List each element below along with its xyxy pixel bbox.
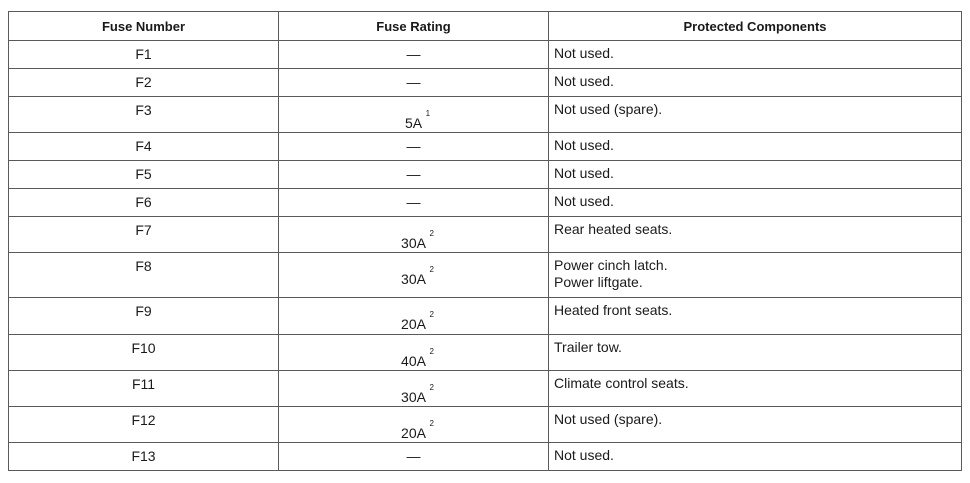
component-line: Climate control seats. — [554, 375, 689, 391]
protected-components-cell — [549, 298, 962, 335]
fuse-number-cell: F3 — [9, 97, 279, 133]
footnote-marker: 1 — [425, 109, 431, 118]
fuse-rating-value — [407, 448, 421, 464]
fuse-rating-cell — [279, 253, 549, 298]
fuse-number-cell: F9 — [9, 298, 279, 335]
footnote-marker: 2 — [429, 229, 434, 238]
fuse-rating-cell — [279, 407, 549, 443]
fuse-number-cell: F10 — [9, 335, 279, 371]
component-line: Rear heated seats. — [554, 221, 673, 237]
fuse-rating-value — [404, 109, 431, 131]
table-row — [9, 161, 962, 189]
protected-components-cell — [549, 69, 962, 97]
fuse-rating-value — [401, 265, 434, 287]
protected-components-cell — [549, 189, 962, 217]
fuse-rating-text: — — [406, 166, 421, 182]
component-line: Power liftgate. — [554, 274, 643, 290]
fuse-rating-text: 20A — [401, 425, 426, 441]
fuse-rating-text: — — [406, 138, 421, 154]
fuse-rating-cell — [279, 443, 549, 471]
table-row — [9, 407, 962, 443]
protected-components-cell — [549, 97, 962, 133]
component-line: Power cinch latch. — [554, 257, 668, 273]
fuse-number-cell: F7 — [9, 217, 279, 253]
fuse-rating-cell — [279, 133, 549, 161]
table-row — [9, 217, 962, 253]
table-row — [9, 443, 962, 471]
protected-components-cell — [549, 407, 962, 443]
protected-components-cell — [549, 217, 962, 253]
fuse-table — [8, 11, 962, 471]
fuse-number-cell: F4 — [9, 133, 279, 161]
fuse-rating-value — [401, 347, 434, 369]
protected-components-cell — [549, 335, 962, 371]
fuse-rating-cell — [279, 371, 549, 407]
fuse-number-cell: F11 — [9, 371, 279, 407]
table-body — [9, 41, 962, 471]
fuse-rating-cell — [279, 69, 549, 97]
fuse-rating-value — [401, 229, 434, 251]
fuse-rating-cell — [279, 161, 549, 189]
fuse-number-cell: F8 — [9, 253, 279, 298]
protected-components-cell — [549, 443, 962, 471]
fuse-rating-value — [401, 310, 434, 332]
protected-components-cell — [549, 161, 962, 189]
fuse-rating-cell — [279, 41, 549, 69]
fuse-rating-cell — [279, 217, 549, 253]
fuse-rating-value — [407, 166, 421, 182]
table-row — [9, 371, 962, 407]
fuse-number-cell: F2 — [9, 69, 279, 97]
protected-components-cell — [549, 371, 962, 407]
component-line: Not used. — [554, 447, 614, 463]
footnote-marker: 2 — [429, 383, 434, 392]
fuse-number-cell: F5 — [9, 161, 279, 189]
footnote-marker: 2 — [429, 347, 434, 356]
fuse-rating-text: 30A — [401, 271, 426, 287]
component-line: Not used (spare). — [554, 101, 663, 117]
header-protected-components: Protected Components — [549, 12, 962, 41]
protected-components-cell — [549, 253, 962, 298]
table-row — [9, 133, 962, 161]
component-line: Not used. — [554, 137, 614, 153]
header-fuse-number: Fuse Number — [9, 12, 279, 41]
table-row — [9, 298, 962, 335]
fuse-rating-text: 5A — [404, 115, 423, 131]
table-row — [9, 189, 962, 217]
fuse-rating-text: — — [406, 74, 421, 90]
footnote-marker: 2 — [429, 310, 434, 319]
fuse-rating-text: 30A — [401, 389, 426, 405]
table-row — [9, 69, 962, 97]
fuse-rating-cell — [279, 298, 549, 335]
component-line: Not used. — [554, 165, 614, 181]
fuse-rating-value — [401, 383, 434, 405]
fuse-rating-text: 20A — [401, 316, 426, 332]
fuse-rating-cell — [279, 97, 549, 133]
fuse-number-cell: F6 — [9, 189, 279, 217]
header-fuse-rating: Fuse Rating — [279, 12, 549, 41]
fuse-rating-value — [407, 46, 421, 62]
table-row — [9, 97, 962, 133]
fuse-rating-cell — [279, 189, 549, 217]
footnote-marker: 2 — [429, 265, 434, 274]
fuse-rating-value — [407, 74, 421, 90]
fuse-rating-text: 30A — [401, 235, 426, 251]
footnote-marker: 2 — [429, 419, 434, 428]
table-row — [9, 335, 962, 371]
component-line: Not used. — [554, 45, 614, 61]
fuse-rating-text: — — [406, 448, 421, 464]
fuse-number-cell: F13 — [9, 443, 279, 471]
fuse-number-cell: F1 — [9, 41, 279, 69]
table-row — [9, 41, 962, 69]
fuse-rating-text: 40A — [401, 353, 426, 369]
table-header — [9, 12, 962, 41]
fuse-rating-value — [401, 419, 434, 441]
component-line: Heated front seats. — [554, 302, 673, 318]
protected-components-cell — [549, 41, 962, 69]
component-line: Not used (spare). — [554, 411, 663, 427]
table-row — [9, 253, 962, 298]
protected-components-cell — [549, 133, 962, 161]
fuse-rating-text: — — [406, 194, 421, 210]
fuse-rating-text: — — [406, 46, 421, 62]
fuse-rating-cell — [279, 335, 549, 371]
component-line: Trailer tow. — [554, 339, 622, 355]
component-line: Not used. — [554, 193, 614, 209]
fuse-number-cell: F12 — [9, 407, 279, 443]
fuse-rating-value — [407, 138, 421, 154]
header-row — [9, 12, 962, 41]
component-line: Not used. — [554, 73, 614, 89]
fuse-rating-value — [407, 194, 421, 210]
